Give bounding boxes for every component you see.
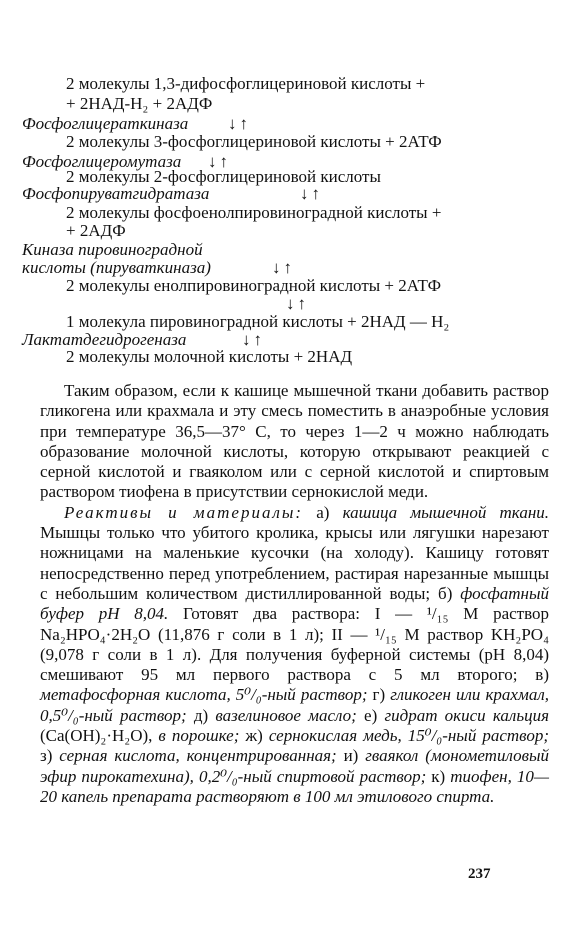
body-text [40,381,549,807]
scheme-line-6: + 2АДФ [66,221,126,240]
scheme-line-7: 2 молекулы енолпировиноградной кислоты + 2АТФ [66,276,441,295]
paragraph-conclusion: Таким образом, если к кашице мышечной ткани добавить раствор гликогена или крахмала и эту смесь поместить в анаэробные условия при температуре 36,5—37° С, то через 1—2 ч можно наблюдать образование молочной кислоты, которую открывают реакцией с серной кислотой и гваяколом или с серной кислотой и спиртовым раствором тиофена в присутствии сернокислой меди. [40,381,549,502]
scheme-line-2: + 2НАД-Н₂ + 2АДФ [66,94,213,113]
scheme-line-5: 2 молекулы фосфоенолпировиноградной кислоты + [66,203,442,222]
reagent-glycogen: гликоген или крахмал, 0,5⁰/₀-ный раствор; [40,685,549,725]
reagent-sulfuric-acid: серная кислота, концентрированная; [59,746,337,766]
enzyme-lactate-dehydrogenase: Лактатдегидрогеназа [22,330,187,349]
scheme-line-9: 2 молекулы молочной кислоты + 2НАД [66,347,353,366]
reversible-arrow-4: ↓↑ [272,258,295,277]
scheme-line-3: 2 молекулы 3-фосфоглицериновой кислоты + 2АТФ [66,132,442,151]
reagent-phosphate-buffer: фосфатный буфер рН 8,04. [40,583,549,624]
enzyme-phosphopyruvate-hydratase: Фосфопируватгидратаза [22,184,210,203]
reversible-arrow-3: ↓↑ [300,184,323,203]
reagent-muscle-pulp: кашица мышечной ткани. [342,502,549,522]
enzyme-phosphoglycerate-kinase: Фосфоглицераткиназа [22,114,189,133]
reagent-vaseline-oil: вазелиновое масло; [215,705,357,725]
enzyme-pyruvate-kinase-line-2: кислоты (пируваткиназа) [22,258,211,277]
reagent-copper-sulfate: сернокислая медь, 15⁰/₀-ный раствор; [268,726,549,746]
enzyme-phosphoglyceromutase: Фосфоглицеромутаза [22,152,182,171]
enzyme-pyruvate-kinase-line-1: Киназа пировиноградной [22,240,203,259]
reagent-thiophene: тиофен, 10—20 капель препарата растворяют в 100 мл этилового спирта. [40,766,550,806]
paragraph-reagents: Реактивы и материалы: а) кашица мышечной ткани. Мышцы только что убитого кролика, крысы или лягушки нарезают ножницами на маленькие кусочки (на холоду). Кашицу готовят непосредственно перед употреблением, растирая нарезанные мышцы с небольшим количеством дистиллированной воды; б) фосфатный буфер рН 8,04. Готовят два раствора: I — ¹/₁₅ М раствор Na₂HPO₄·2H₂O (11,876 г соли в 1 л); II — ¹/₁₅ М раствор KH₂PO₄ (9,078 г соли в 1 л). Для получения буферной системы (рН 8,04) смешивают 95 мл первого раствора с 5 мл второго; в) метафосфорная кислота, 5⁰/₀-ный раствор; г) гликоген или крахмал, 0,5⁰/₀-ный раствор; д) вазелиновое масло; е) гидрат окиси кальция (Ca(OH)₂·H₂O), в порошке; ж) сернокислая медь, 15⁰/₀-ный раствор; з) серная кислота, концентрированная; и) гваякол (монометиловый эфир пирокатехина), 0,2⁰/₀-ный спиртовой раствор; к) тиофен, 10—20 капель препарата растворяют в 100 мл этилового спирта. [40,502,550,806]
reagent-calcium-hydroxide: гидрат окиси кальция [384,705,549,725]
reversible-arrow-1: ↓↑ [228,114,251,133]
scheme-line-8: 1 молекула пировиноградной кислоты + 2НАД — Н₂ [66,312,450,331]
page-number: 237 [468,866,491,882]
scheme-line-4: 2 молекулы 2-фосфоглицериновой кислоты [66,167,381,186]
reversible-arrow-5: ↓↑ [286,294,309,313]
reaction-scheme [0,0,587,370]
reagents-heading: Реактивы и материалы: [64,502,304,522]
reagent-metaphosphoric-acid: метафосфорная кислота, 5⁰/₀-ный раствор; [40,685,368,705]
reagent-guaiacol: гваякол (монометиловый эфир пирокатехина), 0,2⁰/₀-ный спиртовой раствор; [40,746,549,786]
scheme-line-1: 2 молекулы 1,3-дифосфоглицериновой кислоты + [66,74,426,93]
reversible-arrow-2: ↓↑ [208,152,231,171]
reversible-arrow-6: ↓↑ [242,330,265,349]
